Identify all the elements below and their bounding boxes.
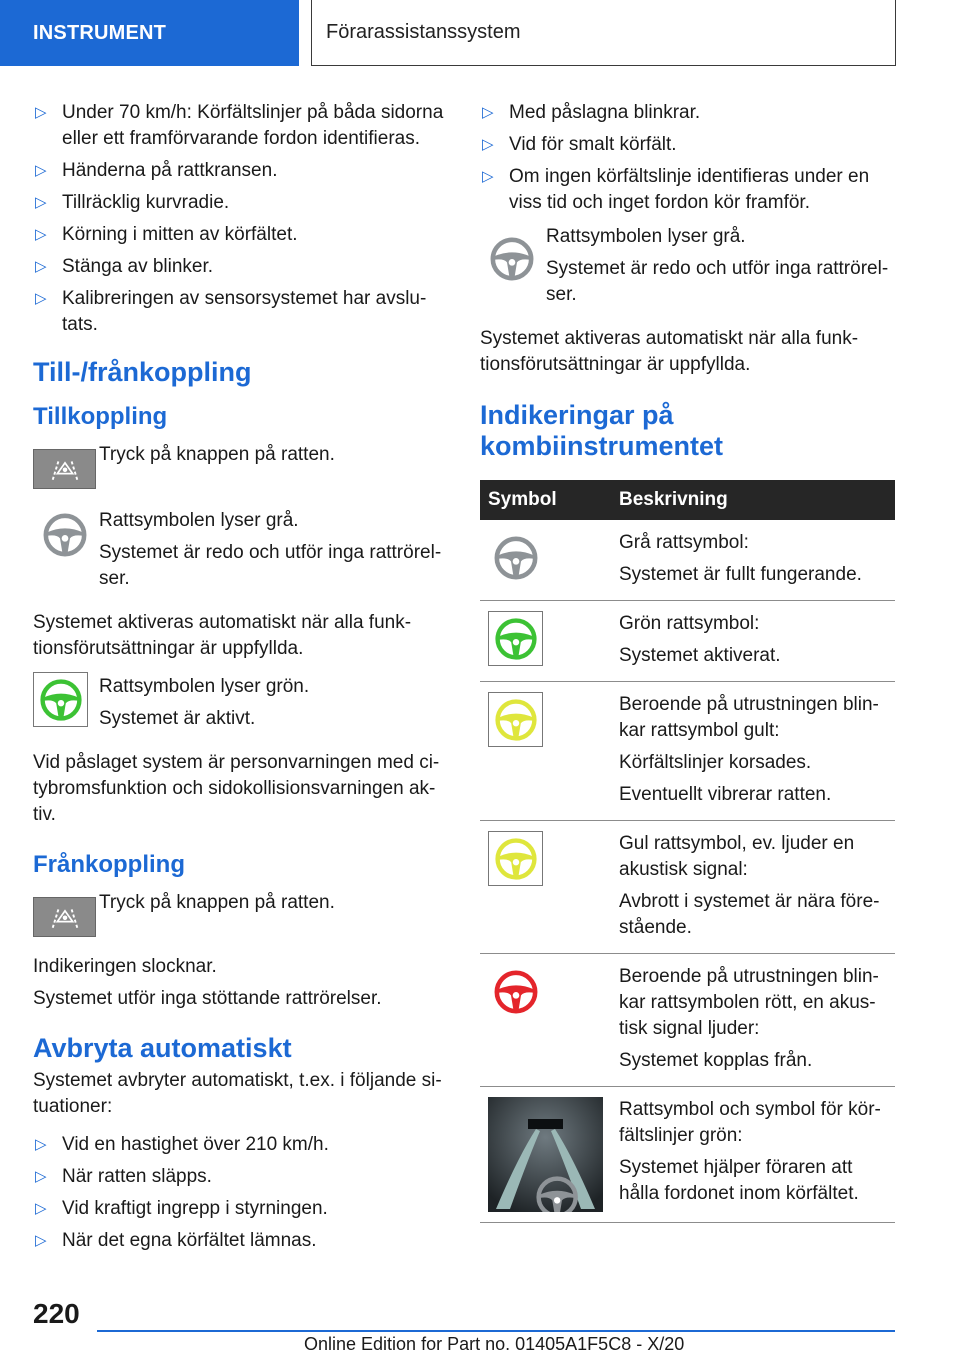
steering-wheel-green-icon <box>33 672 88 727</box>
status-text: Rattsymbolen lyser grå. <box>546 226 746 247</box>
table-row: Grön rattsymbol: Systemet aktiverat. <box>480 601 895 682</box>
list-item: ▷ Körning i mitten av körfältet. <box>33 222 445 248</box>
abort-list <box>33 1132 445 1254</box>
status-text: Rattsymbolen lyser grå. <box>99 510 299 531</box>
triangle-bullet-icon: ▷ <box>35 1232 47 1249</box>
triangle-bullet-icon: ▷ <box>482 136 494 153</box>
paragraph: Systemet aktiveras automatiskt när alla funktionsförutsättningar är uppfyllda. <box>33 612 412 659</box>
list-item: ▷ Händerna på rattkransen. <box>33 158 445 184</box>
steering-wheel-gray-icon <box>480 234 543 284</box>
triangle-bullet-icon: ▷ <box>482 104 494 121</box>
steering-wheel-green-icon <box>488 611 543 666</box>
triangle-bullet-icon: ▷ <box>35 226 47 243</box>
lane-assist-button-icon <box>33 892 96 942</box>
paragraph: Systemet utför inga stöttande rattrörelser. <box>33 988 382 1009</box>
steering-wheel-yellow-icon <box>488 692 543 747</box>
steering-wheel-red-icon <box>488 964 543 1019</box>
footer-divider <box>97 1330 895 1332</box>
paragraph: Systemet aktiveras automatiskt när alla funktionsförutsättningar är uppfyllda. <box>480 328 859 375</box>
column-header-symbol: Symbol <box>480 480 611 520</box>
steering-wheel-gray-icon <box>488 530 543 585</box>
list-item: ▷ Tillräcklig kurvradie. <box>33 190 445 216</box>
press-button-row <box>33 440 445 494</box>
triangle-bullet-icon: ▷ <box>35 258 47 275</box>
triangle-bullet-icon: ▷ <box>35 1200 47 1217</box>
status-text: Systemet är aktivt. <box>99 708 256 729</box>
paragraph: Vid påslaget system är personvarningen med citybromsfunktion och sidokollisionsvarningen aktiv. <box>33 752 440 825</box>
column-header-description: Beskrivning <box>611 480 895 520</box>
gray-wheel-row <box>33 506 445 598</box>
triangle-bullet-icon: ▷ <box>35 1136 47 1153</box>
paragraph: Systemet avbryter automatiskt, t.ex. i följande situationer: <box>33 1070 442 1117</box>
press-button-row <box>33 888 445 942</box>
triangle-bullet-icon: ▷ <box>35 1168 47 1185</box>
status-text: Systemet är redo och utför inga rattrörelser. <box>99 542 442 589</box>
list-item: ▷ Vid en hastighet över 210 km/h. <box>33 1132 445 1158</box>
triangle-bullet-icon: ▷ <box>35 290 47 307</box>
page-header <box>0 0 960 66</box>
heading-tillkoppling: Tillkoppling <box>33 403 168 430</box>
page-number: 220 <box>33 1298 80 1329</box>
list-item: ▷ När det egna körfältet lämnas. <box>33 1228 445 1254</box>
heading-frankoppling: Frånkoppling <box>33 851 185 878</box>
gray-wheel-row <box>480 222 896 314</box>
lane-assist-button-icon <box>33 444 96 494</box>
symbol-table <box>480 480 895 1223</box>
list-item: ▷ Vid kraftigt ingrepp i styrningen. <box>33 1196 445 1222</box>
lane-display-icon <box>488 1097 603 1212</box>
paragraph: Indikeringen slocknar. <box>33 956 217 977</box>
table-row: Beroende på utrustningen blinkar rattsymbolen rött, en akustisk signal ljuder: Systemet kopplas från. <box>480 954 895 1087</box>
list-item: ▷ Vid för smalt körfält. <box>480 132 896 158</box>
steering-wheel-gray-icon <box>33 510 96 560</box>
list-item: ▷ Med påslagna blinkrar. <box>480 100 896 126</box>
triangle-bullet-icon: ▷ <box>35 194 47 211</box>
section-tab[interactable]: INSTRUMENT <box>0 0 299 66</box>
triangle-bullet-icon: ▷ <box>35 162 47 179</box>
condition-list <box>33 100 445 338</box>
left-column <box>33 100 445 1260</box>
instruction-text: Tryck på knappen på ratten. <box>99 892 335 913</box>
table-row: Beroende på utrustningen blinkar rattsymbol gult: Körfältslinjer korsades. Eventuellt vibrerar ratten. <box>480 682 895 821</box>
table-row: Gul rattsymbol, ev. ljuder en akustisk signal: Avbrott i systemet är nära förestående. <box>480 821 895 954</box>
topic-title: Förarassistanssystem <box>311 0 896 66</box>
heading-till-fran: Till-/frånkoppling <box>33 357 252 387</box>
list-item: ▷ När ratten släpps. <box>33 1164 445 1190</box>
table-row: Rattsymbol och symbol för körfältslinjer grön: Systemet hjälper föraren att hålla fordonet inom körfältet. <box>480 1087 895 1223</box>
heading-indikeringar: Indikeringar på kombiinstrumentet <box>480 400 724 461</box>
status-text: Systemet är redo och utför inga rattrörelser. <box>546 258 889 305</box>
list-item: ▷ Om ingen körfältslinje identifieras under en viss tid och inget fordon kör framför. <box>482 166 870 213</box>
green-wheel-row <box>33 672 445 738</box>
heading-avbryta: Avbryta automatiskt <box>33 1033 292 1063</box>
steering-wheel-yellow-icon <box>488 831 543 886</box>
status-text: Rattsymbolen lyser grön. <box>99 676 310 697</box>
list-item: ▷ Under 70 km/h: Körfältslinjer på båda sidorna eller ett framförvarande fordon identifieras. <box>35 102 444 149</box>
instruction-text: Tryck på knappen på ratten. <box>99 444 335 465</box>
triangle-bullet-icon: ▷ <box>482 168 494 185</box>
list-item: ▷ Stänga av blinker. <box>33 254 445 280</box>
triangle-bullet-icon: ▷ <box>35 104 47 121</box>
table-row: Grå rattsymbol: Systemet är fullt fungerande. <box>480 520 895 601</box>
edition-text: Online Edition for Part no. 01405A1F5C8 - X/20 <box>304 1334 685 1354</box>
right-column <box>480 100 896 1223</box>
list-item: ▷ Kalibreringen av sensorsystemet har avslutats. <box>35 288 427 335</box>
condition-list-cont <box>480 100 896 216</box>
